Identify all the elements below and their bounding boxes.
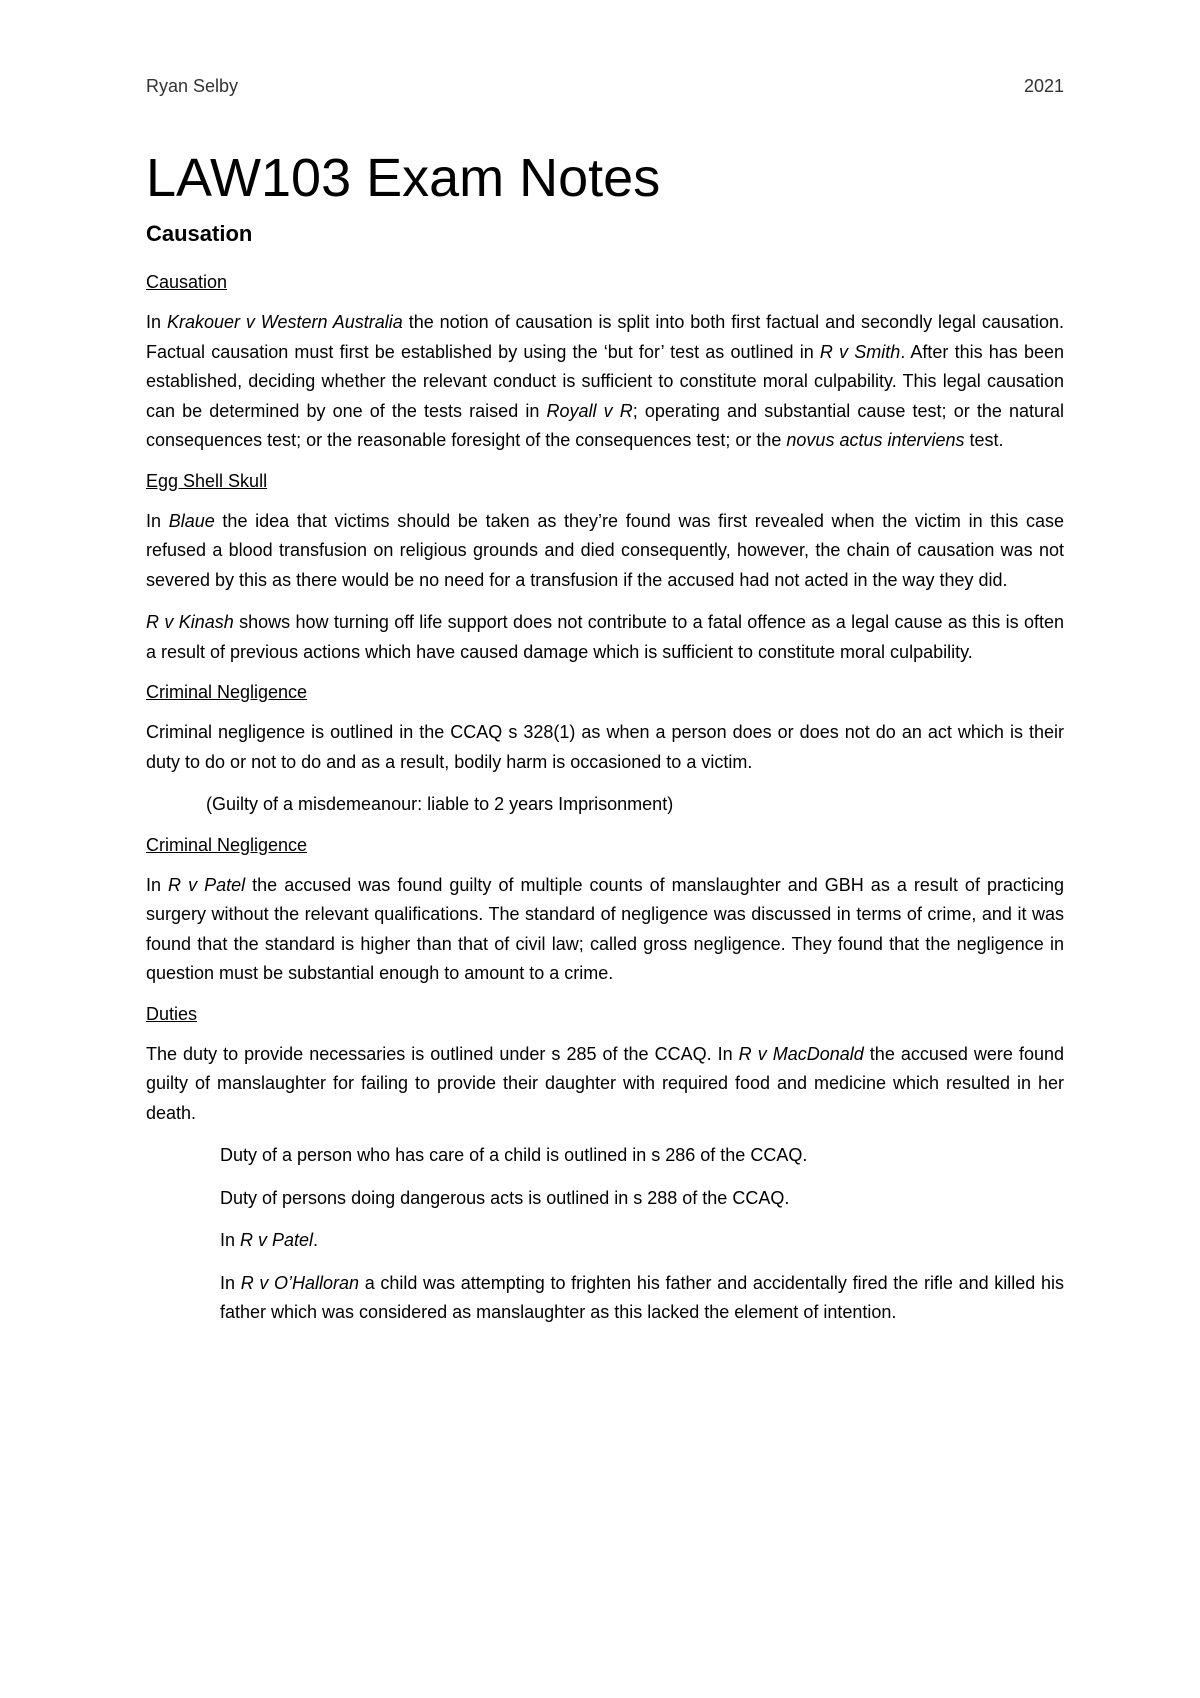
- case-name: R v MacDonald: [738, 1043, 864, 1064]
- subheading: Causation: [146, 272, 228, 292]
- text-run: Duty of persons doing dangerous acts is outlined in s 288 of the CCAQ.: [220, 1187, 790, 1208]
- text-run: In: [146, 874, 169, 895]
- case-name: novus actus interviens: [786, 430, 965, 450]
- case-name: R v Kinash: [146, 612, 234, 632]
- header-year: 2021: [1023, 76, 1064, 96]
- paragraph: [220, 1184, 1064, 1214]
- paragraph: [220, 1226, 1064, 1256]
- paragraph: [146, 308, 1064, 456]
- text-run: (Guilty of a misdemeanour: liable to 2 years Imprisonment): [206, 794, 674, 814]
- paragraph: [146, 718, 1064, 777]
- text-run: The duty to provide necessaries is outlined under s 285 of the CCAQ. In: [146, 1043, 739, 1064]
- text-run: the idea that victims should be taken as they’re found was first revealed when the victim in this case refused a blood transfusion on religious grounds and died consequently, however, the chain of causation was not severed by this as there would be no need for a transfusion if the accused had not acted in the way they did.: [146, 510, 1064, 590]
- case-name: R v Patel: [240, 1230, 314, 1250]
- text-run: the accused was found guilty of multiple counts of manslaughter and GBH as a result of practicing surgery without the relevant qualifications. The standard of negligence was discussed in terms of crime, and it was found that the standard is higher than that of civil law; called gross negligence. They found that the negligence in question must be substantial enough to amount to a crime.: [146, 874, 1065, 983]
- text-run: Criminal negligence is outlined in the CCAQ s 328(1) as when a person does or does not do an act which is their duty to do or not to do and as a result, bodily harm is occasioned to a victim.: [146, 722, 1064, 772]
- text-run: . After this has been established, deciding whether the relevant conduct is sufficient to constitute moral culpability. This legal causation can be determined by one of the tests raised in: [146, 341, 1065, 421]
- page-header: [146, 76, 1064, 97]
- text-run: .: [313, 1230, 319, 1250]
- text-run: Duty of a person who has care of a child is outlined in s 286 of the CCAQ.: [220, 1145, 808, 1165]
- paragraph: [220, 1269, 1064, 1328]
- paragraph: [146, 871, 1064, 989]
- text-run: In: [146, 510, 169, 531]
- text-run: the accused were found guilty of manslaughter for failing to provide their daughter with required food and medicine which resulted in her death.: [146, 1043, 1065, 1123]
- content-blocks: [146, 270, 1064, 1328]
- case-name: R v Patel: [168, 874, 246, 895]
- case-name: Blaue: [168, 510, 215, 531]
- subheading: Criminal Negligence: [146, 682, 308, 702]
- section-heading: Causation: [146, 221, 253, 246]
- paragraph: [146, 608, 1064, 667]
- case-name: R v Smith: [819, 341, 901, 362]
- subheading: Criminal Negligence: [146, 834, 308, 855]
- text-run: shows how turning off life support does not contribute to a fatal offence as a legal cause as this is often a result of previous actions which have caused damage which is sufficient to constitute moral culpability.: [146, 612, 1064, 662]
- subheading: Egg Shell Skull: [146, 470, 268, 491]
- text-run: In: [220, 1272, 241, 1293]
- case-name: Royall v R: [546, 400, 633, 421]
- paragraph: [206, 790, 1064, 820]
- text-run: In: [146, 312, 167, 332]
- case-name: R v O’Halloran: [240, 1272, 360, 1293]
- document-body: [146, 146, 1064, 1341]
- text-run: a child was attempting to frighten his father and accidentally fired the rifle and killed his father which was considered as manslaughter as this lacked the element of intention.: [220, 1272, 1064, 1322]
- case-name: Krakouer v Western Australia: [166, 312, 403, 332]
- subheading: Duties: [146, 1003, 198, 1024]
- text-run: In: [220, 1230, 241, 1250]
- paragraph: [146, 507, 1064, 596]
- paragraph: [146, 1040, 1064, 1129]
- document-title: LAW103 Exam Notes: [146, 148, 661, 208]
- text-run: ; operating and substantial cause test; or the natural consequences test; or the reasonable foresight of the consequences test; or the: [146, 400, 1065, 450]
- text-run: the notion of causation is split into both first factual and secondly legal causation. Factual causation must first be established by using the ‘but for’ test as outlined in: [146, 312, 1064, 362]
- paragraph: [220, 1141, 1064, 1171]
- text-run: test.: [964, 430, 1004, 450]
- header-author: Ryan Selby: [146, 76, 239, 96]
